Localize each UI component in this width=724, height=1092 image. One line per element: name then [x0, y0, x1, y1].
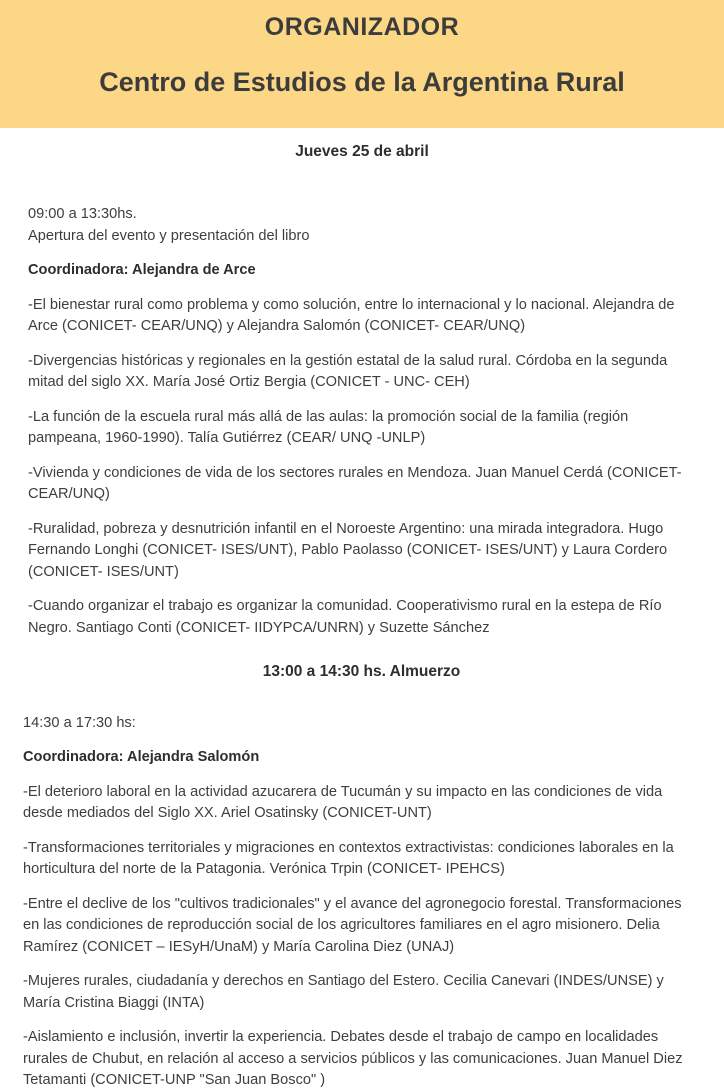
session-morning-subtitle: Apertura del evento y presentación del libro — [28, 227, 310, 244]
talk-item: -El deterioro laboral en la actividad azucarera de Tucumán y su impacto en las condiciones de vida desde mediados del Siglo XX. Ariel Osatinsky (CONICET-UNT) — [23, 783, 663, 821]
schedule-content — [0, 204, 724, 1092]
session-morning-time-block — [28, 204, 700, 247]
organizer-banner — [0, 0, 724, 128]
organizer-name: Centro de Estudios de la Argentina Rural — [99, 67, 625, 97]
talk-item: -Ruralidad, pobreza y desnutrición infantil en el Noroeste Argentino: una mirada integradora. Hugo Fernando Longhi (CONICET- ISES/UNT), Pablo Paolasso (CONICET- ISES/UNT) y Laura Cordero (CONICET- ISES/UNT) — [28, 520, 668, 580]
talk-item: -La función de la escuela rural más allá de las aulas: la promoción social de la familia (región pampeana, 1960-1990). Talía Gutiérrez (CEAR/ UNQ -UNLP) — [28, 408, 629, 446]
session-afternoon-coordinator: Coordinadora: Alejandra Salomón — [23, 749, 260, 765]
talk-item: -Transformaciones territoriales y migraciones en contextos extractivistas: condiciones laborales en la horticultura del norte de la Patagonia. Verónica Trpin (CONICET- IPEHCS) — [23, 839, 674, 877]
talk-item: -Aislamiento e inclusión, invertir la experiencia. Debates desde el trabajo de campo en localidades rurales de Chubut, en relación al acceso a servicios públicos y las comunicaciones. Juan Manuel Diez Tetamanti (CONICET-UNP "San Juan Bosco" ) — [23, 1029, 683, 1088]
session-morning — [23, 204, 700, 639]
talk-item: -Entre el declive de los "cultivos tradicionales" y el avance del agronegocio forestal. Transformaciones en las condiciones de reproducción social de los agricultores familiares en el agro misionero. Delia Ramírez (CONICET – IESyH/UnaM) y María Carolina Diez (UNAJ) — [23, 895, 682, 955]
day-title: Jueves 25 de abril — [295, 143, 429, 160]
session-morning-time: 09:00 a 13:30hs. — [28, 206, 137, 222]
session-afternoon-time: 14:30 a 17:30 hs: — [23, 714, 136, 731]
talk-item: -Vivienda y condiciones de vida de los sectores rurales en Mendoza. Juan Manuel Cerdá (CONICET- CEAR/UNQ) — [28, 464, 682, 502]
session-morning-coordinator: Coordinadora: Alejandra de Arce — [28, 262, 256, 278]
session-afternoon — [23, 713, 700, 1092]
talk-item: -Mujeres rurales, ciudadanía y derechos en Santiago del Estero. Cecilia Canevari (INDES/UNSE) y María Cristina Biaggi (INTA) — [23, 973, 664, 1011]
talk-item: -Cuando organizar el trabajo es organizar la comunidad. Cooperativismo rural en la estepa de Río Negro. Santiago Conti (CONICET- IIDYPCA/UNRN) y Suzette Sánchez — [28, 598, 662, 636]
lunch-title: 13:00 a 14:30 hs. Almuerzo — [262, 663, 461, 680]
organizer-label: ORGANIZADOR — [264, 13, 460, 41]
talk-item: -El bienestar rural como problema y como solución, entre lo internacional y lo nacional. Alejandra de Arce (CONICET- CEAR/UNQ) y Alejandra Salomón (CONICET- CEAR/UNQ) — [28, 296, 675, 334]
talk-item: -Divergencias históricas y regionales en la gestión estatal de la salud rural. Córdoba en la segunda mitad del siglo XX. María José Ortiz Bergia (CONICET - UNC- CEH) — [28, 352, 668, 390]
